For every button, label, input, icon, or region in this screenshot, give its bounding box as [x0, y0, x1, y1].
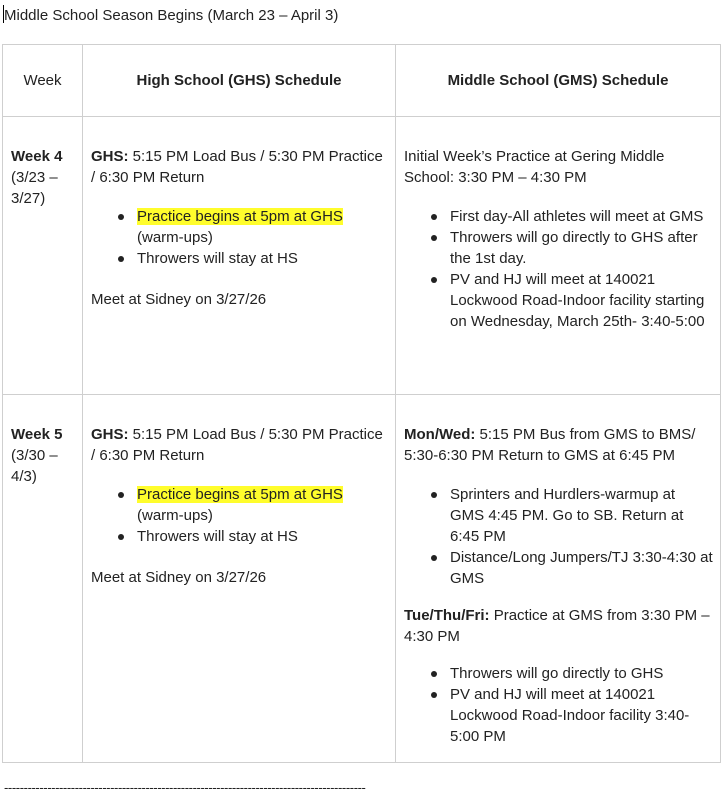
hs-text: 5:15 PM Load Bus / 5:30 PM Practice / 6:30 PM Return — [91, 426, 383, 464]
bullet-text: (warm-ups) — [137, 229, 213, 246]
list-item — [91, 206, 388, 248]
high-school-cell — [83, 395, 396, 763]
list-item — [91, 484, 388, 526]
hs-schedule-line — [91, 424, 388, 466]
highlighted-text: Practice begins at 5pm at GHS — [137, 486, 343, 503]
week-label: Week 4 — [11, 148, 63, 165]
list-item: Sprinters and Hurdlers-warmup at GMS 4:45 PM. Go to SB. Return at 6:45 PM — [404, 484, 713, 547]
ms-intro: Initial Week’s Practice at Gering Middle School: 3:30 PM – 4:30 PM — [404, 148, 665, 186]
list-item: Throwers will go directly to GHS — [404, 663, 713, 684]
list-item: PV and HJ will meet at 140021 Lockwood Road-Indoor facility 3:40-5:00 PM — [404, 684, 713, 747]
list-item: Distance/Long Jumpers/TJ 3:30-4:30 at GMS — [404, 547, 713, 589]
list-item: First day-All athletes will meet at GMS — [404, 206, 713, 227]
table-header-row — [3, 45, 721, 117]
ms-mw-text: 5:15 PM Bus from GMS to BMS/ 5:30-6:30 PM Return to GMS at 6:45 PM — [404, 426, 696, 464]
hs-bullet-list — [91, 484, 388, 547]
ms-ttf-text: Practice at GMS from 3:30 PM – 4:30 PM — [404, 607, 710, 645]
header-high-school: High School (GHS) Schedule — [83, 45, 396, 117]
bullet-text: (warm-ups) — [137, 507, 213, 524]
middle-school-cell — [396, 395, 721, 763]
week-dates: (3/23 – 3/27) — [11, 169, 58, 207]
list-item: Throwers will go directly to GHS after the 1st day. — [404, 227, 713, 269]
hs-lead: GHS: — [91, 148, 129, 165]
week-cell — [3, 117, 83, 395]
heading-text: Middle School Season Begins (March 23 – April 3) — [4, 7, 339, 24]
hs-meet-line: Meet at Sidney on 3/27/26 — [91, 569, 267, 586]
list-item: Throwers will stay at HS — [91, 248, 388, 269]
week-cell — [3, 395, 83, 763]
week-dates: (3/30 – 4/3) — [11, 447, 58, 485]
ms-tue-thu-fri-line — [404, 605, 713, 647]
highlighted-text: Practice begins at 5pm at GHS — [137, 208, 343, 225]
ms-mon-wed-line — [404, 424, 713, 466]
document-heading — [3, 5, 338, 24]
dashed-divider: -------------------------------------------------------------------------------------------- — [4, 780, 366, 795]
schedule-table — [2, 44, 721, 763]
hs-meet-line: Meet at Sidney on 3/27/26 — [91, 291, 267, 308]
ms-bullet-list — [404, 206, 713, 332]
ms-mw-lead: Mon/Wed: — [404, 426, 476, 443]
hs-lead: GHS: — [91, 426, 129, 443]
list-item: PV and HJ will meet at 140021 Lockwood Road-Indoor facility starting on Wednesday, March 25th- 3:40-5:00 — [404, 269, 713, 332]
hs-bullet-list — [91, 206, 388, 269]
list-item: Throwers will stay at HS — [91, 526, 388, 547]
ms-mw-bullet-list — [404, 484, 713, 589]
hs-schedule-line — [91, 146, 388, 188]
header-middle-school: Middle School (GMS) Schedule — [396, 45, 721, 117]
ms-ttf-lead: Tue/Thu/Fri: — [404, 607, 490, 624]
hs-text: 5:15 PM Load Bus / 5:30 PM Practice / 6:30 PM Return — [91, 148, 383, 186]
high-school-cell — [83, 117, 396, 395]
ms-ttf-bullet-list — [404, 663, 713, 747]
week-label: Week 5 — [11, 426, 63, 443]
table-row — [3, 117, 721, 395]
header-week: Week — [3, 45, 83, 117]
middle-school-cell — [396, 117, 721, 395]
table-row — [3, 395, 721, 763]
